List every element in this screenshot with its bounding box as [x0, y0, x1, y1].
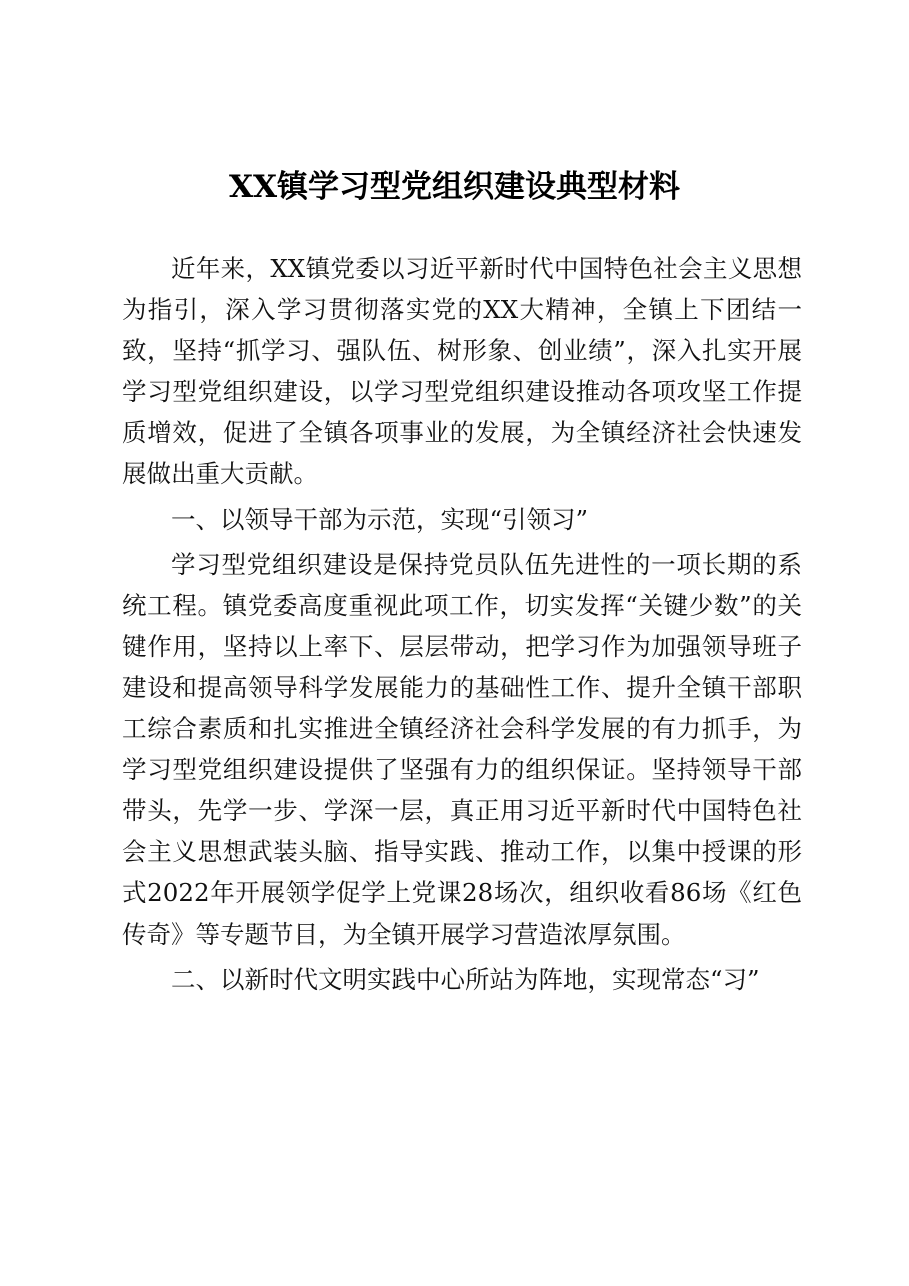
- section-1-paragraph: 学习型党组织建设是保持党员队伍先进性的一项长期的系统工程。镇党委高度重视此项工作，切实发挥“关键少数”的关键作用，坚持以上率下、层层带动，把学习作为加强领导班子建设和提高领导科学发展能力的基础性工作、提升全镇干部职工综合素质和扎实推进全镇经济社会科学发展的有力抓手，为学习型党组织建设提供了坚强有力的组织保证。坚持领导干部带头，先学一步、学深一层，真正用习近平新时代中国特色社会主义思想武装头脑、指导实践、推动工作，以集中授课的形式2022年开展领学促学上党课28场次，组织收看86场《红色传奇》等专题节目，为全镇开展学习营造浓厚氛围。: [122, 549, 802, 949]
- section-heading-2: 二、以新时代文明实践中心所站为阵地，实现常态“习”: [171, 964, 760, 994]
- document-body: [122, 248, 802, 1004]
- document-title: XX镇学习型党组织建设典型材料: [228, 169, 681, 205]
- intro-paragraph: 近年来，XX镇党委以习近平新时代中国特色社会主义思想为指引，深入学习贯彻落实党的XX大精神，全镇上下团结一致，坚持“抓学习、强队伍、树形象、创业绩”，深入扎实开展学习型党组织建设，以学习型党组织建设推动各项攻坚工作提质增效，促进了全镇各项事业的发展，为全镇经济社会快速发展做出重大贡献。: [122, 254, 802, 489]
- section-heading-1: 一、以领导干部为示范，实现“引领习”: [171, 504, 589, 534]
